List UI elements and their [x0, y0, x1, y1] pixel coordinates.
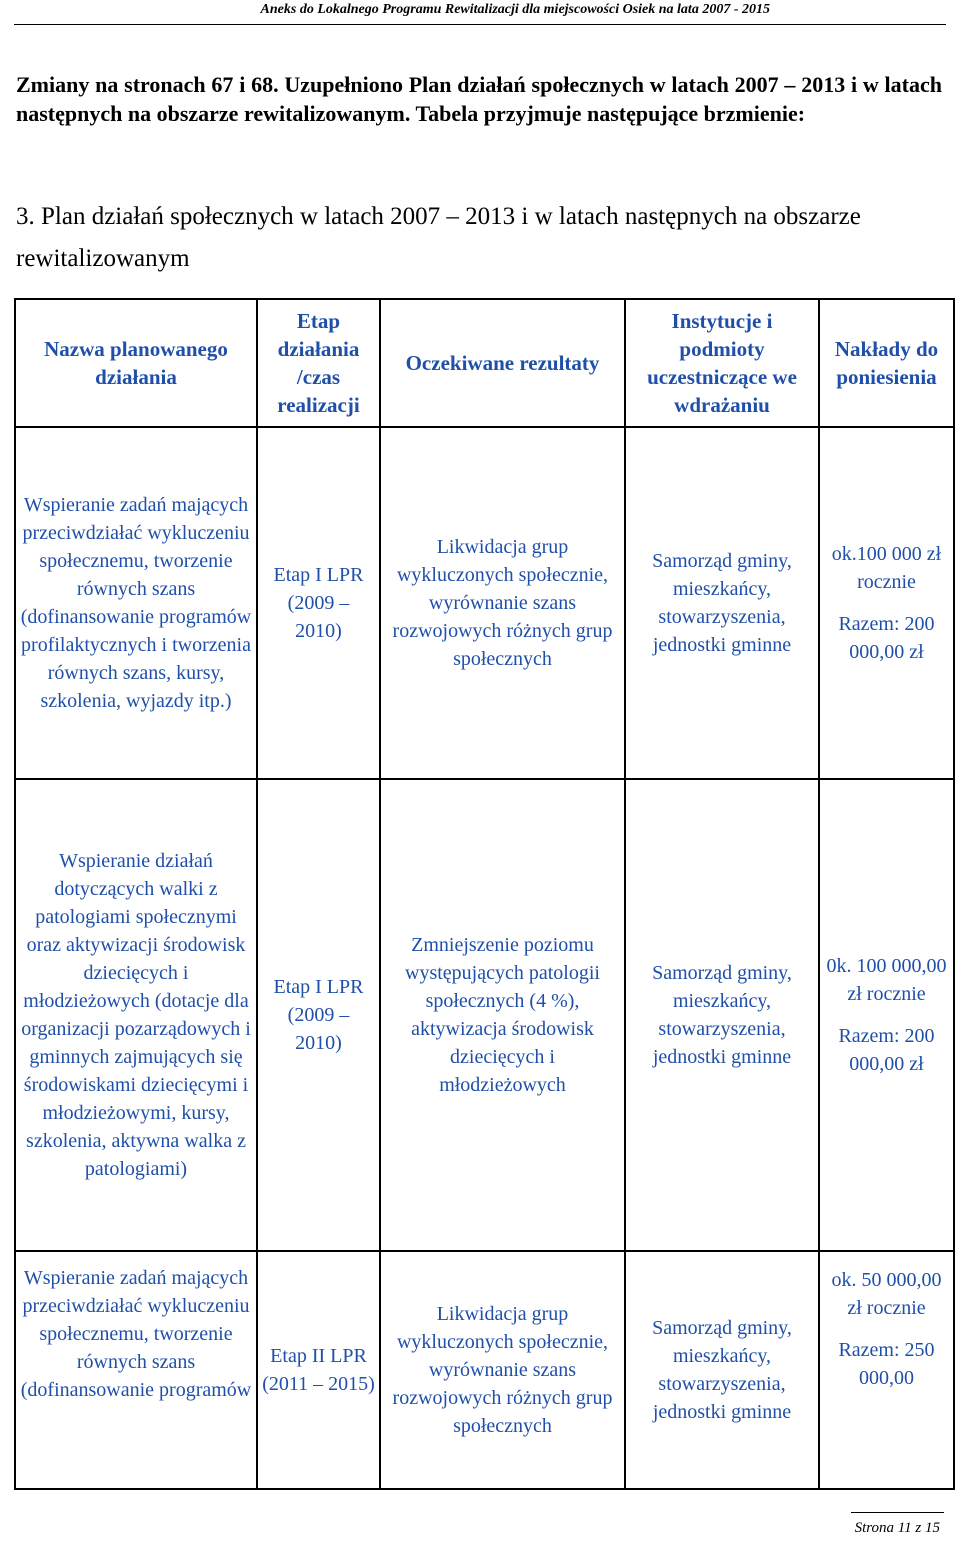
results-cell: Likwidacja grup wykluczonych społecznie, wyrównanie szans rozwojowych różnych grup społecznych [380, 427, 625, 779]
header-rule [14, 24, 946, 25]
page-number: Strona 11 z 15 [855, 1520, 940, 1537]
stage-cell: Etap I LPR (2009 – 2010) [257, 779, 380, 1251]
cost-total: Razem: 200 000,00 zł [838, 1025, 935, 1075]
column-header-results: Oczekiwane rezultaty [380, 299, 625, 427]
cost-total: Razem: 250 000,00 [838, 1339, 935, 1389]
results-cell: Zmniejszenie poziomu występujących patologii społecznych (4 %), aktywizacja środowisk dziecięcych i młodzieżowych [380, 779, 625, 1251]
column-header-costs: Nakłady do poniesienia [819, 299, 954, 427]
institutions-cell: Samorząd gminy, mieszkańcy, stowarzyszenia, jednostki gminne [625, 779, 819, 1251]
social-actions-table [14, 298, 955, 1490]
institutions-cell: Samorząd gminy, mieszkańcy, stowarzyszenia, jednostki gminne [625, 427, 819, 779]
cost-annual: ok.100 000 zł rocznie [831, 543, 942, 593]
intro-paragraph: Zmiany na stronach 67 i 68. Uzupełniono Plan działań społecznych w latach 2007 – 2013 i w latach następnych na obszarze rewitalizowanym. Tabela przyjmuje następujące brzmienie: [16, 72, 942, 126]
column-header-name: Nazwa planowanego działania [15, 299, 257, 427]
section-title: 3. Plan działań społecznych w latach 2007 – 2013 i w latach następnych na obszarze rewitalizowanym [16, 203, 861, 272]
action-name-cell: Wspieranie zadań mających przeciwdziałać wykluczeniu społecznemu, tworzenie równych szans (dofinansowanie programów [15, 1251, 257, 1489]
column-header-stage: Etap działania /czas realizacji [257, 299, 380, 427]
costs-cell [819, 779, 954, 1251]
action-name-cell: Wspieranie działań dotyczących walki z patologiami społecznymi oraz aktywizacji środowisk dziecięcych i młodzieżowych (dotacje dla organizacji pozarządowych i gminnych zajmujących się środowiskami dziecięcymi i młodzieżowymi, kursy, szkolenia, aktywna walka z patologiami) [15, 779, 257, 1251]
action-name-cell: Wspieranie zadań mających przeciwdziałać wykluczeniu społecznemu, tworzenie równych szans (dofinansowanie programów profilaktycznych i tworzenia równych szans, kursy, szkolenia, wyjazdy itp.) [15, 427, 257, 779]
table-header-row [15, 299, 954, 427]
cost-annual: ok. 50 000,00 zł rocznie [831, 1269, 942, 1319]
results-cell: Likwidacja grup wykluczonych społecznie, wyrównanie szans rozwojowych różnych grup społecznych [380, 1251, 625, 1489]
table-row [15, 427, 954, 779]
column-header-institutions: Instytucje i podmioty uczestniczące we wdrażaniu [625, 299, 819, 427]
cost-annual: 0k. 100 000,00 zł rocznie [826, 955, 947, 1005]
table-row [15, 1251, 954, 1489]
stage-cell: Etap I LPR (2009 – 2010) [257, 427, 380, 779]
cost-total: Razem: 200 000,00 zł [838, 613, 935, 663]
institutions-cell: Samorząd gminy, mieszkańcy, stowarzyszenia, jednostki gminne [625, 1251, 819, 1489]
stage-cell: Etap II LPR (2011 – 2015) [257, 1251, 380, 1489]
costs-cell [819, 427, 954, 779]
table-row [15, 779, 954, 1251]
costs-cell [819, 1251, 954, 1489]
running-header: Aneks do Lokalnego Programu Rewitalizacji dla miejscowości Osiek na lata 2007 - 2015 [260, 2, 770, 17]
